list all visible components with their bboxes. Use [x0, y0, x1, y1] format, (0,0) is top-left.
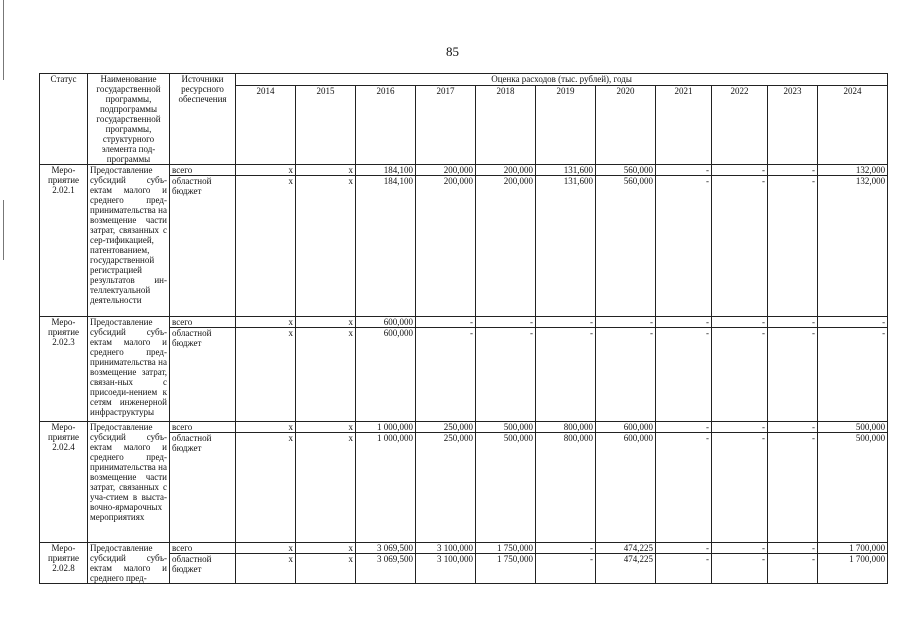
margin-line-top	[3, 0, 4, 80]
amount-cell: 200,000	[476, 176, 536, 317]
amount-cell: -	[476, 317, 536, 328]
amount-cell: -	[416, 317, 476, 328]
amount-cell: x	[296, 328, 356, 422]
amount-cell: 131,600	[536, 165, 596, 176]
amount-cell: -	[768, 328, 818, 422]
amount-cell: 800,000	[536, 422, 596, 433]
activity-status: Меро-приятие 2.02.3	[40, 317, 88, 422]
amount-cell: 132,000	[818, 176, 888, 317]
header-year: 2024	[818, 86, 888, 165]
amount-cell: -	[596, 328, 656, 422]
amount-cell: 184,100	[356, 165, 416, 176]
activity-name: Предоставление субсидий субъ-ектам малого и среднего пред-принимательства на возмещение затрат, связан-ных с присоеди-нением к сетям инженерной инфраструктуры	[88, 317, 170, 422]
amount-cell: 132,000	[818, 165, 888, 176]
header-year: 2023	[768, 86, 818, 165]
table-row	[40, 422, 888, 433]
amount-cell: -	[656, 165, 712, 176]
funding-source: всего	[170, 543, 236, 554]
activity-status: Меро-приятие 2.02.1	[40, 165, 88, 317]
amount-cell: -	[656, 328, 712, 422]
header-year: 2017	[416, 86, 476, 165]
amount-cell: 1 000,000	[356, 422, 416, 433]
header-estimate: Оценка расходов (тыс. рублей), годы	[236, 74, 888, 86]
amount-cell: x	[236, 328, 296, 422]
header-year: 2018	[476, 86, 536, 165]
amount-cell: -	[768, 543, 818, 554]
amount-cell: -	[656, 317, 712, 328]
amount-cell: -	[536, 554, 596, 584]
amount-cell: x	[236, 317, 296, 328]
amount-cell: x	[296, 543, 356, 554]
activity-status: Меро-приятие 2.02.4	[40, 422, 88, 543]
header-year: 2019	[536, 86, 596, 165]
amount-cell: 131,600	[536, 176, 596, 317]
amount-cell: 200,000	[476, 165, 536, 176]
header-year: 2016	[356, 86, 416, 165]
header-name: Наименование государственной программы, подпрограммы государственной программы, структурного элемента под-программы	[88, 74, 170, 165]
amount-cell: -	[712, 433, 768, 543]
amount-cell: -	[536, 543, 596, 554]
header-sources: Источники ресурсного обеспечения	[170, 74, 236, 165]
amount-cell: 3 100,000	[416, 554, 476, 584]
table-row	[40, 165, 888, 176]
amount-cell: -	[712, 165, 768, 176]
funding-source: областной бюджет	[170, 554, 236, 584]
header-year: 2014	[236, 86, 296, 165]
amount-cell: x	[296, 433, 356, 543]
funding-source: областной бюджет	[170, 433, 236, 543]
amount-cell: x	[236, 422, 296, 433]
amount-cell: -	[768, 422, 818, 433]
funding-source: областной бюджет	[170, 176, 236, 317]
funding-source: всего	[170, 422, 236, 433]
table-row	[40, 543, 888, 554]
amount-cell: 1 700,000	[818, 543, 888, 554]
amount-cell: 600,000	[356, 317, 416, 328]
amount-cell: -	[818, 317, 888, 328]
page-number: 85	[446, 44, 459, 59]
amount-cell: 500,000	[818, 422, 888, 433]
amount-cell: -	[416, 328, 476, 422]
amount-cell: 500,000	[476, 433, 536, 543]
amount-cell: -	[656, 433, 712, 543]
budget-table	[39, 73, 888, 584]
amount-cell: x	[296, 554, 356, 584]
amount-cell: -	[476, 328, 536, 422]
amount-cell: -	[768, 433, 818, 543]
amount-cell: -	[712, 176, 768, 317]
amount-cell: 1 750,000	[476, 554, 536, 584]
funding-source: областной бюджет	[170, 328, 236, 422]
amount-cell: x	[236, 543, 296, 554]
activity-name: Предоставление субсидий субъ-ектам малого и среднего пред-принимательства на возмещение части затрат, связанных с уча-стием в выста-вочно-ярмарочных мероприятиях	[88, 422, 170, 543]
table-row	[40, 317, 888, 328]
amount-cell: 3 069,500	[356, 554, 416, 584]
amount-cell: 184,100	[356, 176, 416, 317]
funding-source: всего	[170, 317, 236, 328]
activity-name: Предоставление субсидий субъ-ектам малого и среднего пред-принимательства на возмещение части затрат, связанных с сер-тификацией, патентованием, государственной регистрацией результатов ин-теллектуальной деятельности	[88, 165, 170, 317]
amount-cell: -	[656, 554, 712, 584]
amount-cell: -	[818, 328, 888, 422]
amount-cell: x	[236, 433, 296, 543]
amount-cell: 800,000	[536, 433, 596, 543]
amount-cell: 600,000	[596, 433, 656, 543]
amount-cell: -	[656, 176, 712, 317]
amount-cell: 1 750,000	[476, 543, 536, 554]
amount-cell: -	[536, 317, 596, 328]
amount-cell: x	[236, 554, 296, 584]
margin-line-bottom	[3, 200, 4, 260]
amount-cell: 1 000,000	[356, 433, 416, 543]
amount-cell: x	[296, 422, 356, 433]
amount-cell: 560,000	[596, 165, 656, 176]
amount-cell: -	[712, 317, 768, 328]
amount-cell: x	[296, 317, 356, 328]
amount-cell: -	[712, 554, 768, 584]
amount-cell: 200,000	[416, 165, 476, 176]
amount-cell: 500,000	[476, 422, 536, 433]
amount-cell: -	[768, 554, 818, 584]
header-year: 2015	[296, 86, 356, 165]
amount-cell: 3 069,500	[356, 543, 416, 554]
amount-cell: x	[296, 176, 356, 317]
amount-cell: 600,000	[356, 328, 416, 422]
amount-cell: x	[236, 165, 296, 176]
amount-cell: 1 700,000	[818, 554, 888, 584]
amount-cell: -	[768, 165, 818, 176]
amount-cell: 560,000	[596, 176, 656, 317]
amount-cell: 600,000	[596, 422, 656, 433]
header-year: 2020	[596, 86, 656, 165]
header-year: 2021	[656, 86, 712, 165]
amount-cell: 500,000	[818, 433, 888, 543]
amount-cell: -	[656, 422, 712, 433]
amount-cell: -	[712, 328, 768, 422]
amount-cell: x	[236, 176, 296, 317]
amount-cell: x	[296, 165, 356, 176]
amount-cell: -	[712, 543, 768, 554]
activity-name: Предоставление субсидий субъ-ектам малого и среднего пред-	[88, 543, 170, 584]
amount-cell: -	[536, 328, 596, 422]
amount-cell: 250,000	[416, 433, 476, 543]
amount-cell: -	[768, 317, 818, 328]
amount-cell: -	[712, 422, 768, 433]
activity-status: Меро-приятие 2.02.8	[40, 543, 88, 584]
amount-cell: 250,000	[416, 422, 476, 433]
amount-cell: 474,225	[596, 554, 656, 584]
header-year: 2022	[712, 86, 768, 165]
header-status: Статус	[40, 74, 88, 165]
amount-cell: -	[596, 317, 656, 328]
amount-cell: 3 100,000	[416, 543, 476, 554]
amount-cell: 200,000	[416, 176, 476, 317]
amount-cell: 474,225	[596, 543, 656, 554]
funding-source: всего	[170, 165, 236, 176]
amount-cell: -	[656, 543, 712, 554]
amount-cell: -	[768, 176, 818, 317]
